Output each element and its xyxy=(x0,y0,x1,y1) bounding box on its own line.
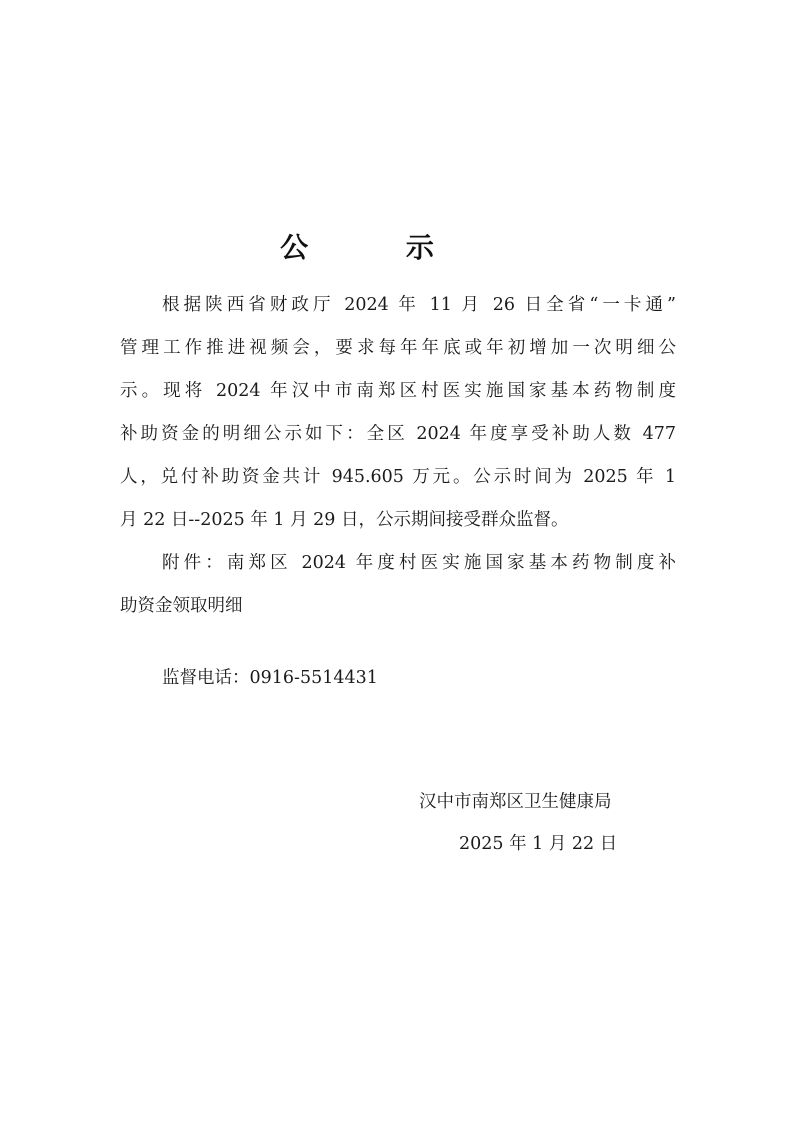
attachment-line-2: 助资金领取明细 xyxy=(120,596,243,616)
supervision-phone: 监督电话：0916-5514431 xyxy=(162,668,378,688)
paragraph-1-line-1: 根据陕西省财政厅 2024 年 11 月 26 日全省“一卡通” xyxy=(162,295,676,315)
document-title: 公 示 xyxy=(280,231,478,264)
paragraph-1-line-6: 月 22 日--2025 年 1 月 29 日，公示期间接受群众监督。 xyxy=(120,510,569,530)
signature-date: 2025 年 1 月 22 日 xyxy=(459,834,618,854)
paragraph-1-line-2: 管理工作推进视频会，要求每年年底或年初增加一次明细公 xyxy=(120,338,676,358)
document-body xyxy=(120,284,676,628)
attachment-line-1: 附件：南郑区 2024 年度村医实施国家基本药物制度补 xyxy=(162,553,676,573)
signature-organization: 汉中市南郑区卫生健康局 xyxy=(419,792,612,812)
paragraph-1-line-3: 示。现将 2024 年汉中市南郑区村医实施国家基本药物制度 xyxy=(120,381,676,401)
paragraph-1-line-5: 人，兑付补助资金共计 945.605 万元。公示时间为 2025 年 1 xyxy=(120,467,676,487)
paragraph-1-line-4: 补助资金的明细公示如下：全区 2024 年度享受补助人数 477 xyxy=(120,424,676,444)
